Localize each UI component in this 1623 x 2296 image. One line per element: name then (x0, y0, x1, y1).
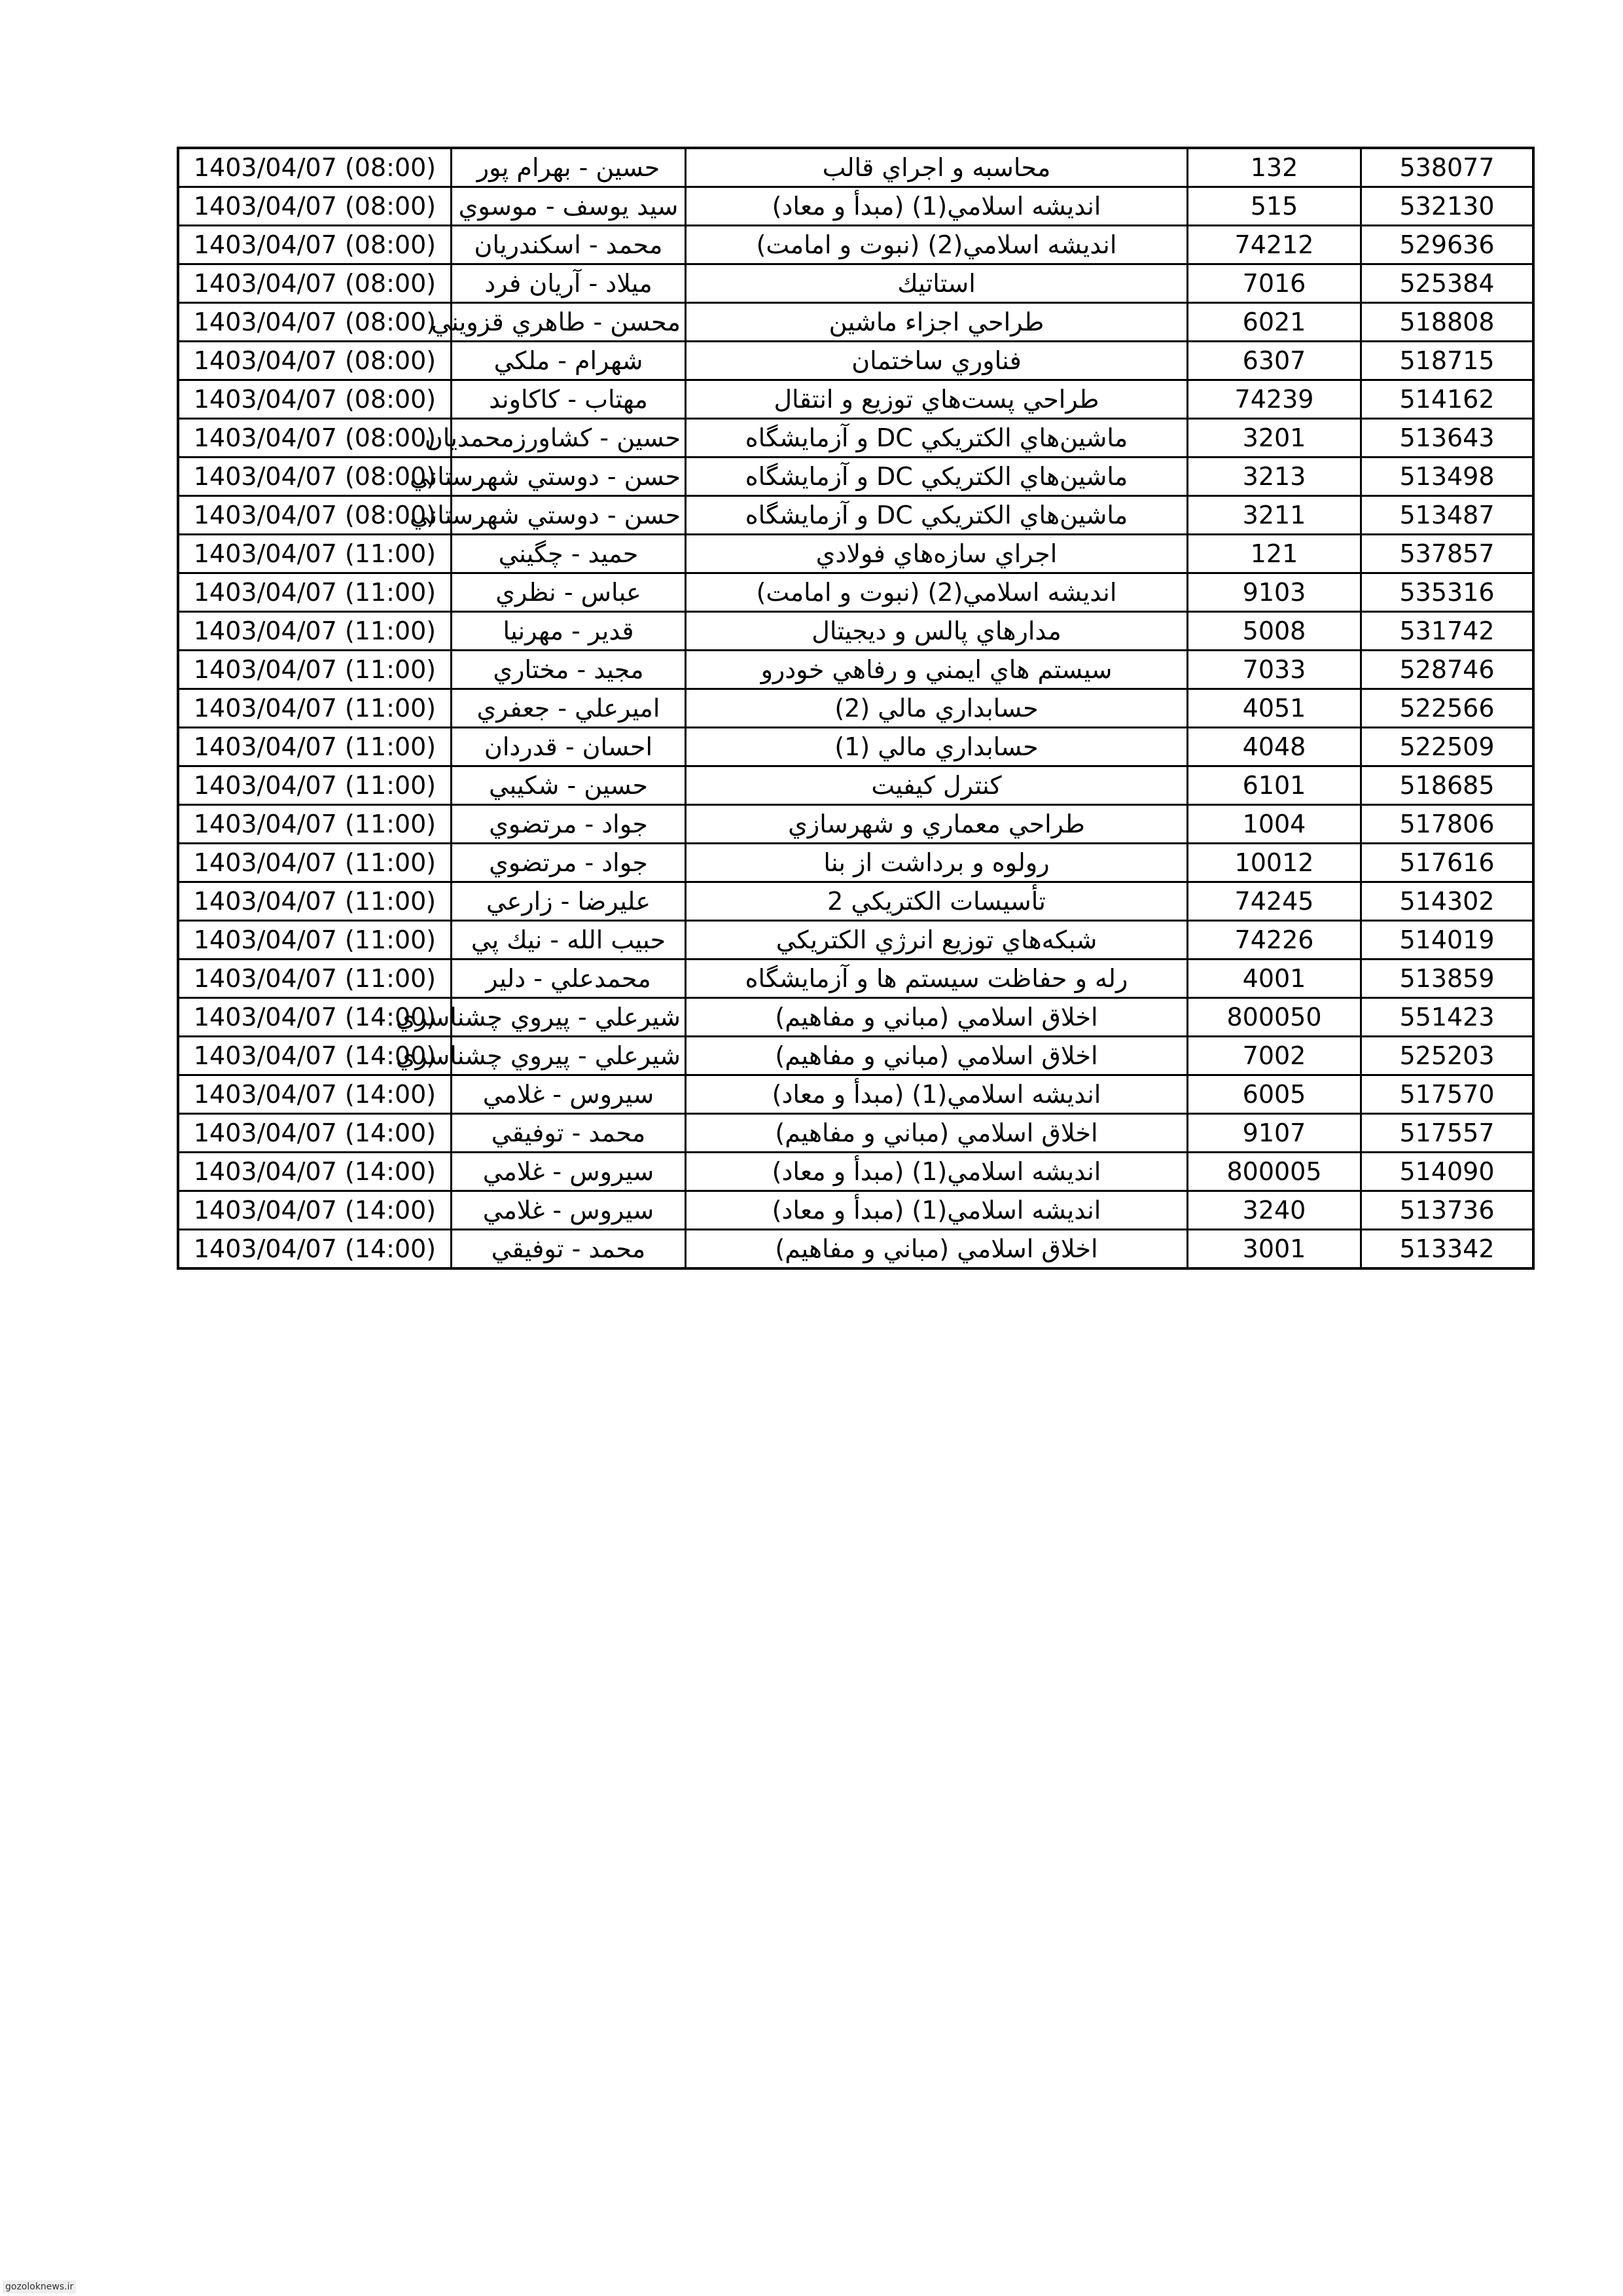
course-code-cell: 3211 (1188, 496, 1361, 535)
group-number-cell: 513643 (1361, 419, 1534, 457)
table-row (178, 380, 1533, 419)
group-number-cell: 514162 (1361, 380, 1534, 419)
group-number-cell: 532130 (1361, 187, 1534, 226)
group-number-cell: 513736 (1361, 1191, 1534, 1230)
teacher-name-cell: محمدعلي - دلير (452, 960, 686, 998)
group-number-cell: 518685 (1361, 766, 1534, 805)
table-row (178, 573, 1533, 612)
group-number-cell: 522566 (1361, 689, 1534, 728)
table-row (178, 921, 1533, 960)
course-code-cell: 800050 (1188, 998, 1361, 1037)
teacher-name-cell: سيروس - غلامي (452, 1075, 686, 1114)
course-code-cell: 74245 (1188, 882, 1361, 921)
exam-datetime-cell: 1403/04/07 (08:00) (178, 148, 452, 187)
group-number-cell: 513342 (1361, 1230, 1534, 1269)
course-code-cell: 515 (1188, 187, 1361, 226)
group-number-cell: 522509 (1361, 728, 1534, 766)
table-row (178, 148, 1533, 187)
group-number-cell: 517616 (1361, 844, 1534, 882)
teacher-name-cell: حبيب الله - نيك پي (452, 921, 686, 960)
watermark-text: gozoloknews.ir (3, 2280, 76, 2293)
teacher-name-cell: احسان - قدردان (452, 728, 686, 766)
course-code-cell: 6005 (1188, 1075, 1361, 1114)
course-title-cell: تأسيسات الكتريكي 2 (686, 882, 1188, 921)
table-row (178, 766, 1533, 805)
table-row (178, 1191, 1533, 1230)
course-code-cell: 800005 (1188, 1153, 1361, 1191)
group-number-cell: 529636 (1361, 226, 1534, 264)
exam-schedule-body (178, 148, 1533, 1268)
table-row (178, 187, 1533, 226)
course-title-cell: اخلاق اسلامي (مباني و مفاهيم) (686, 1230, 1188, 1269)
table-row (178, 1153, 1533, 1191)
group-number-cell: 517806 (1361, 805, 1534, 844)
course-title-cell: كنترل كيفيت (686, 766, 1188, 805)
group-number-cell: 518808 (1361, 303, 1534, 342)
exam-datetime-cell: 1403/04/07 (14:00) (178, 1037, 452, 1075)
course-title-cell: فناوري ساختمان (686, 342, 1188, 380)
table-row (178, 612, 1533, 651)
course-title-cell: حسابداري مالي (1) (686, 728, 1188, 766)
teacher-name-cell: شيرعلي - پيروي چشناسري (452, 998, 686, 1037)
exam-datetime-cell: 1403/04/07 (11:00) (178, 805, 452, 844)
course-title-cell: استاتيك (686, 264, 1188, 303)
course-code-cell: 7002 (1188, 1037, 1361, 1075)
table-row (178, 496, 1533, 535)
group-number-cell: 517557 (1361, 1114, 1534, 1153)
exam-datetime-cell: 1403/04/07 (08:00) (178, 226, 452, 264)
exam-datetime-cell: 1403/04/07 (11:00) (178, 921, 452, 960)
course-code-cell: 9103 (1188, 573, 1361, 612)
teacher-name-cell: عباس - نظري (452, 573, 686, 612)
course-code-cell: 7016 (1188, 264, 1361, 303)
teacher-name-cell: جواد - مرتضوي (452, 805, 686, 844)
course-code-cell: 74226 (1188, 921, 1361, 960)
table-row (178, 998, 1533, 1037)
course-title-cell: رولوه و برداشت از بنا (686, 844, 1188, 882)
table-row (178, 457, 1533, 496)
group-number-cell: 551423 (1361, 998, 1534, 1037)
exam-datetime-cell: 1403/04/07 (08:00) (178, 342, 452, 380)
teacher-name-cell: سيروس - غلامي (452, 1153, 686, 1191)
group-number-cell: 513859 (1361, 960, 1534, 998)
table-row (178, 1037, 1533, 1075)
teacher-name-cell: مهتاب - كاكاوند (452, 380, 686, 419)
exam-datetime-cell: 1403/04/07 (14:00) (178, 1075, 452, 1114)
course-title-cell: محاسبه و اجراي قالب (686, 148, 1188, 187)
course-title-cell: انديشه اسلامي(1) (مبدأ و معاد) (686, 1191, 1188, 1230)
group-number-cell: 513498 (1361, 457, 1534, 496)
group-number-cell: 514019 (1361, 921, 1534, 960)
course-title-cell: انديشه اسلامي(1) (مبدأ و معاد) (686, 187, 1188, 226)
group-number-cell: 537857 (1361, 535, 1534, 573)
group-number-cell: 517570 (1361, 1075, 1534, 1114)
course-code-cell: 3001 (1188, 1230, 1361, 1269)
course-code-cell: 4048 (1188, 728, 1361, 766)
course-code-cell: 3240 (1188, 1191, 1361, 1230)
exam-datetime-cell: 1403/04/07 (08:00) (178, 457, 452, 496)
exam-datetime-cell: 1403/04/07 (08:00) (178, 380, 452, 419)
course-title-cell: اخلاق اسلامي (مباني و مفاهيم) (686, 1037, 1188, 1075)
table-row (178, 303, 1533, 342)
course-code-cell: 10012 (1188, 844, 1361, 882)
exam-datetime-cell: 1403/04/07 (08:00) (178, 264, 452, 303)
table-row (178, 689, 1533, 728)
teacher-name-cell: حسن - دوستي شهرستاني (452, 496, 686, 535)
table-row (178, 844, 1533, 882)
table-row (178, 1075, 1533, 1114)
table-row (178, 1114, 1533, 1153)
group-number-cell: 518715 (1361, 342, 1534, 380)
exam-schedule-table (177, 147, 1535, 1270)
group-number-cell: 525384 (1361, 264, 1534, 303)
course-title-cell: اخلاق اسلامي (مباني و مفاهيم) (686, 1114, 1188, 1153)
teacher-name-cell: عليرضا - زارعي (452, 882, 686, 921)
table-row (178, 1230, 1533, 1269)
course-title-cell: طراحي اجزاء ماشين (686, 303, 1188, 342)
teacher-name-cell: شهرام - ملكي (452, 342, 686, 380)
teacher-name-cell: مجيد - مختاري (452, 651, 686, 689)
course-code-cell: 4001 (1188, 960, 1361, 998)
exam-datetime-cell: 1403/04/07 (14:00) (178, 1114, 452, 1153)
course-code-cell: 9107 (1188, 1114, 1361, 1153)
teacher-name-cell: حسن - دوستي شهرستاني (452, 457, 686, 496)
table-row (178, 728, 1533, 766)
course-title-cell: انديشه اسلامي(2) (نبوت و امامت) (686, 573, 1188, 612)
course-code-cell: 132 (1188, 148, 1361, 187)
course-code-cell: 4051 (1188, 689, 1361, 728)
course-title-cell: شبكه‌هاي توزيع انرژي الكتريكي (686, 921, 1188, 960)
table-row (178, 651, 1533, 689)
group-number-cell: 538077 (1361, 148, 1534, 187)
exam-datetime-cell: 1403/04/07 (11:00) (178, 689, 452, 728)
teacher-name-cell: محمد - توفيقي (452, 1230, 686, 1269)
exam-datetime-cell: 1403/04/07 (11:00) (178, 612, 452, 651)
course-code-cell: 6307 (1188, 342, 1361, 380)
group-number-cell: 513487 (1361, 496, 1534, 535)
exam-datetime-cell: 1403/04/07 (08:00) (178, 419, 452, 457)
group-number-cell: 535316 (1361, 573, 1534, 612)
course-title-cell: انديشه اسلامي(1) (مبدأ و معاد) (686, 1075, 1188, 1114)
table-row (178, 805, 1533, 844)
course-title-cell: انديشه اسلامي(2) (نبوت و امامت) (686, 226, 1188, 264)
exam-datetime-cell: 1403/04/07 (11:00) (178, 728, 452, 766)
table-row (178, 882, 1533, 921)
course-code-cell: 74239 (1188, 380, 1361, 419)
course-code-cell: 121 (1188, 535, 1361, 573)
exam-datetime-cell: 1403/04/07 (11:00) (178, 766, 452, 805)
teacher-name-cell: جواد - مرتضوي (452, 844, 686, 882)
exam-datetime-cell: 1403/04/07 (11:00) (178, 573, 452, 612)
teacher-name-cell: ميلاد - آريان فرد (452, 264, 686, 303)
exam-datetime-cell: 1403/04/07 (08:00) (178, 496, 452, 535)
teacher-name-cell: شيرعلي - پيروي چشناسري (452, 1037, 686, 1075)
course-code-cell: 3213 (1188, 457, 1361, 496)
table-row (178, 419, 1533, 457)
teacher-name-cell: سيروس - غلامي (452, 1191, 686, 1230)
course-title-cell: ماشين‌هاي الكتريكي DC و آزمايشگاه (686, 457, 1188, 496)
teacher-name-cell: حسين - بهرام پور (452, 148, 686, 187)
group-number-cell: 514302 (1361, 882, 1534, 921)
course-title-cell: اخلاق اسلامي (مباني و مفاهيم) (686, 998, 1188, 1037)
course-code-cell: 5008 (1188, 612, 1361, 651)
teacher-name-cell: محمد - توفيقي (452, 1114, 686, 1153)
exam-datetime-cell: 1403/04/07 (11:00) (178, 844, 452, 882)
course-code-cell: 6101 (1188, 766, 1361, 805)
teacher-name-cell: سيد يوسف - موسوي (452, 187, 686, 226)
exam-datetime-cell: 1403/04/07 (14:00) (178, 1191, 452, 1230)
group-number-cell: 525203 (1361, 1037, 1534, 1075)
table-row (178, 226, 1533, 264)
course-code-cell: 1004 (1188, 805, 1361, 844)
exam-datetime-cell: 1403/04/07 (14:00) (178, 1153, 452, 1191)
group-number-cell: 514090 (1361, 1153, 1534, 1191)
course-title-cell: حسابداري مالي (2) (686, 689, 1188, 728)
exam-datetime-cell: 1403/04/07 (14:00) (178, 1230, 452, 1269)
course-title-cell: مدارهاي پالس و ديجيتال (686, 612, 1188, 651)
exam-datetime-cell: 1403/04/07 (11:00) (178, 882, 452, 921)
course-title-cell: طراحي پست‌هاي توزيع و انتقال (686, 380, 1188, 419)
course-title-cell: ماشين‌هاي الكتريكي DC و آزمايشگاه (686, 496, 1188, 535)
teacher-name-cell: محسن - طاهري قزويني (452, 303, 686, 342)
table-row (178, 342, 1533, 380)
course-title-cell: طراحي معماري و شهرسازي (686, 805, 1188, 844)
course-code-cell: 74212 (1188, 226, 1361, 264)
course-code-cell: 7033 (1188, 651, 1361, 689)
teacher-name-cell: اميرعلي - جعفري (452, 689, 686, 728)
exam-datetime-cell: 1403/04/07 (14:00) (178, 998, 452, 1037)
teacher-name-cell: حسين - كشاورزمحمديان (452, 419, 686, 457)
course-title-cell: سيستم هاي ايمني و رفاهي خودرو (686, 651, 1188, 689)
exam-datetime-cell: 1403/04/07 (11:00) (178, 535, 452, 573)
course-code-cell: 6021 (1188, 303, 1361, 342)
group-number-cell: 528746 (1361, 651, 1534, 689)
course-title-cell: ماشين‌هاي الكتريكي DC و آزمايشگاه (686, 419, 1188, 457)
exam-datetime-cell: 1403/04/07 (11:00) (178, 960, 452, 998)
course-code-cell: 3201 (1188, 419, 1361, 457)
course-title-cell: انديشه اسلامي(1) (مبدأ و معاد) (686, 1153, 1188, 1191)
exam-datetime-cell: 1403/04/07 (08:00) (178, 187, 452, 226)
course-title-cell: رله و حفاظت سيستم ها و آزمايشگاه (686, 960, 1188, 998)
teacher-name-cell: حميد - چگيني (452, 535, 686, 573)
exam-datetime-cell: 1403/04/07 (11:00) (178, 651, 452, 689)
teacher-name-cell: حسين - شكيبي (452, 766, 686, 805)
table-row (178, 264, 1533, 303)
teacher-name-cell: قدير - مهرنيا (452, 612, 686, 651)
table-row (178, 960, 1533, 998)
table-row (178, 535, 1533, 573)
course-title-cell: اجراي سازه‌هاي فولادي (686, 535, 1188, 573)
teacher-name-cell: محمد - اسكندريان (452, 226, 686, 264)
exam-datetime-cell: 1403/04/07 (08:00) (178, 303, 452, 342)
group-number-cell: 531742 (1361, 612, 1534, 651)
